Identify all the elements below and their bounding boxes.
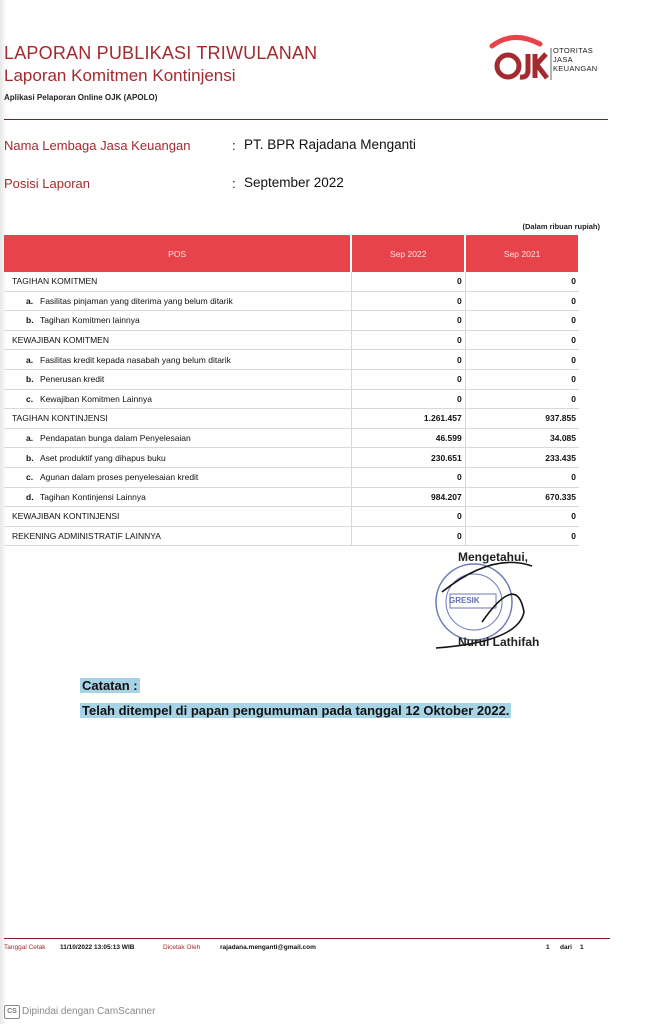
item-label: Agunan dalam proses penyelesaian kredit <box>40 472 199 483</box>
cell-sep-2022: 984.207 <box>351 487 465 507</box>
period-label: Posisi Laporan <box>4 176 90 191</box>
cell-sep-2021: 0 <box>465 526 579 546</box>
cell-sep-2022: 0 <box>351 526 465 546</box>
item-letter: c. <box>26 393 34 404</box>
cell-pos <box>4 389 351 409</box>
item-label: REKENING ADMINISTRATIF LAINNYA <box>12 531 161 542</box>
item-label: Kewajiban Komitmen Lainnya <box>40 393 152 404</box>
ojk-logo-text <box>553 46 598 73</box>
period-colon: : <box>232 176 236 191</box>
cell-sep-2021: 0 <box>465 350 579 370</box>
camscanner-icon: CS <box>4 1005 20 1019</box>
printed-by-label: Dicetak Oleh <box>163 944 201 951</box>
institution-value: PT. BPR Rajadana Menganti <box>244 137 416 152</box>
item-letter: c. <box>26 472 34 483</box>
printed-by-value: rajadana.menganti@gmail.com <box>220 944 316 951</box>
cell-sep-2021: 0 <box>465 467 579 487</box>
item-letter: a. <box>26 433 34 444</box>
page-current: 1 <box>546 944 550 951</box>
table-row <box>4 369 579 389</box>
item-label: Fasilitas kredit kepada nasabah yang belum ditarik <box>40 354 231 365</box>
cell-pos <box>4 272 351 291</box>
cell-sep-2022: 0 <box>351 467 465 487</box>
cell-sep-2022: 0 <box>351 311 465 331</box>
cell-sep-2022: 230.651 <box>351 448 465 468</box>
cell-sep-2021: 0 <box>465 389 579 409</box>
acknowledged-label: Mengetahui, <box>458 550 529 564</box>
cell-sep-2021: 0 <box>465 291 579 311</box>
table-row <box>4 448 579 468</box>
table-row <box>4 409 579 429</box>
cell-sep-2022: 46.599 <box>351 428 465 448</box>
cell-sep-2021: 0 <box>465 369 579 389</box>
camscanner-watermark: Dipindai dengan CamScanner <box>22 1006 156 1017</box>
print-date-label: Tanggal Cetak <box>4 944 46 951</box>
logo-line-2: JASA <box>553 55 573 64</box>
cell-pos <box>4 467 351 487</box>
cell-sep-2021: 0 <box>465 330 579 350</box>
cell-pos <box>4 350 351 370</box>
item-label: TAGIHAN KONTINJENSI <box>12 413 108 424</box>
cell-pos <box>4 369 351 389</box>
item-letter: b. <box>26 315 34 326</box>
cell-pos <box>4 507 351 527</box>
cell-sep-2021: 0 <box>465 507 579 527</box>
table-row <box>4 291 579 311</box>
item-letter: b. <box>26 374 34 385</box>
cell-sep-2021: 0 <box>465 272 579 291</box>
period-value: September 2022 <box>244 175 344 190</box>
logo-line-1: OTORITAS <box>553 46 594 55</box>
note-text: Telah ditempel di papan pengumuman pada tanggal 12 Oktober 2022. <box>82 703 510 718</box>
logo-line-3: KEUANGAN <box>553 64 598 73</box>
stamp-text: GRESIK <box>449 596 480 605</box>
item-letter: a. <box>26 295 34 306</box>
item-label: KEWAJIBAN KOMITMEN <box>12 335 109 346</box>
cell-sep-2021: 0 <box>465 311 579 331</box>
table-row <box>4 487 579 507</box>
table-row <box>4 526 579 546</box>
item-letter: d. <box>26 491 34 502</box>
item-label: Fasilitas pinjaman yang diterima yang belum ditarik <box>40 295 233 306</box>
cell-sep-2022: 0 <box>351 389 465 409</box>
cell-sep-2021: 670.335 <box>465 487 579 507</box>
report-subtitle: Laporan Komitmen Kontinjensi <box>4 66 236 85</box>
table-row <box>4 350 579 370</box>
table-row <box>4 467 579 487</box>
cell-sep-2022: 0 <box>351 272 465 291</box>
cell-pos <box>4 291 351 311</box>
item-letter: a. <box>26 354 34 365</box>
cell-pos <box>4 409 351 429</box>
cell-sep-2022: 0 <box>351 369 465 389</box>
column-header-pos: POS <box>4 235 351 272</box>
item-letter: b. <box>26 452 34 463</box>
note-label: Catatan : <box>82 678 138 693</box>
signer-name: Nurul Lathifah <box>458 635 540 649</box>
table-row <box>4 389 579 409</box>
table-row <box>4 311 579 331</box>
unit-note: (Dalam ribuan rupiah) <box>522 222 600 231</box>
cell-sep-2022: 0 <box>351 291 465 311</box>
cell-sep-2022: 1.261.457 <box>351 409 465 429</box>
cell-sep-2022: 0 <box>351 330 465 350</box>
cell-sep-2022: 0 <box>351 350 465 370</box>
item-label: Aset produktif yang dihapus buku <box>40 452 166 463</box>
item-label: Tagihan Komitmen lainnya <box>40 315 140 326</box>
table-header-row <box>4 235 579 272</box>
cell-pos <box>4 428 351 448</box>
app-name: Aplikasi Pelaporan Online OJK (APOLO) <box>4 93 158 102</box>
cell-sep-2021: 233.435 <box>465 448 579 468</box>
institution-colon: : <box>232 138 236 153</box>
report-title: LAPORAN PUBLIKASI TRIWULANAN <box>4 43 318 63</box>
item-label: TAGIHAN KOMITMEN <box>12 276 98 287</box>
page-of: dari <box>560 944 572 951</box>
page-total: 1 <box>580 944 584 951</box>
cell-sep-2021: 34.085 <box>465 428 579 448</box>
table-row <box>4 428 579 448</box>
table-body <box>4 272 579 546</box>
item-label: KEWAJIBAN KONTINJENSI <box>12 511 120 522</box>
column-header-sep-2022: Sep 2022 <box>351 235 465 272</box>
column-header-sep-2021: Sep 2021 <box>465 235 579 272</box>
institution-label: Nama Lembaga Jasa Keuangan <box>4 138 191 153</box>
footer-divider <box>4 938 610 939</box>
cell-pos <box>4 330 351 350</box>
item-label: Penerusan kredit <box>40 374 105 385</box>
cell-pos <box>4 487 351 507</box>
cell-pos <box>4 526 351 546</box>
table-row <box>4 272 579 291</box>
item-label: Pendapatan bunga dalam Penyelesaian <box>40 433 191 444</box>
commitment-table <box>4 235 580 546</box>
cell-pos <box>4 448 351 468</box>
item-label: Tagihan Kontinjensi Lainnya <box>40 491 146 502</box>
cell-sep-2021: 937.855 <box>465 409 579 429</box>
cell-pos <box>4 311 351 331</box>
print-date-value: 11/10/2022 13:05:13 WIB <box>60 944 135 951</box>
table-row <box>4 330 579 350</box>
header-divider <box>4 119 608 120</box>
cell-sep-2022: 0 <box>351 507 465 527</box>
table-row <box>4 507 579 527</box>
